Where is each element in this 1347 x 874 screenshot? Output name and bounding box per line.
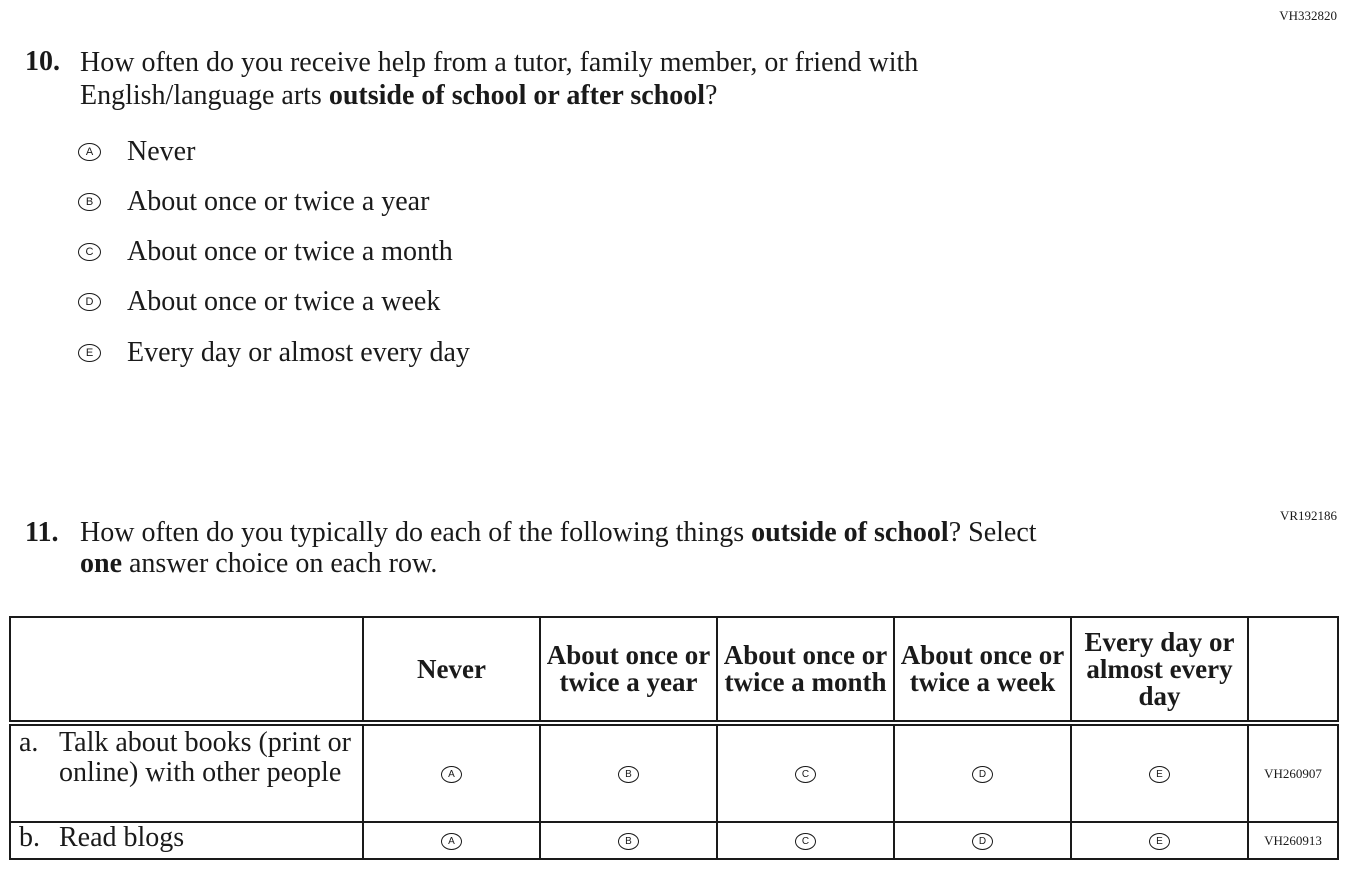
q10-option-b[interactable] [78, 185, 429, 219]
row-b-cell-year [540, 822, 717, 859]
row-a-code: VH260907 [1248, 723, 1338, 822]
row-b-bubble-e-icon[interactable]: E [1149, 833, 1170, 850]
question-11-text-line1: How often do you typically do each of the following things outside of school? Select [80, 517, 1037, 548]
q10-option-e[interactable] [78, 336, 470, 370]
row-b-bubble-d-icon[interactable]: D [972, 833, 993, 850]
q10-option-a-label: Never [127, 136, 196, 167]
question-11-number: 11. [25, 517, 59, 548]
row-b-cell-every-day [1071, 822, 1248, 859]
grid-header-code-blank [1248, 617, 1338, 723]
grid-header-blank [10, 617, 363, 723]
question-10-text-line2: English/language arts outside of school or after school? [80, 80, 718, 111]
question-10-number: 10. [25, 46, 60, 77]
option-d-bubble-icon[interactable]: D [78, 293, 101, 311]
row-b-letter: b. [19, 822, 40, 853]
option-a-bubble-icon[interactable]: A [78, 143, 101, 161]
row-a-bubble-d-icon[interactable]: D [972, 766, 993, 783]
row-a-bubble-e-icon[interactable]: E [1149, 766, 1170, 783]
column-header-once-twice-week: About once or twice a week [894, 617, 1071, 723]
row-a-cell-week [894, 723, 1071, 822]
row-a-bubble-a-icon[interactable]: A [441, 766, 462, 783]
row-a-cell-every-day [1071, 723, 1248, 822]
q10-option-c[interactable] [78, 235, 453, 269]
table-row [10, 822, 1338, 859]
option-c-bubble-icon[interactable]: C [78, 243, 101, 261]
question-11-text-line2: one answer choice on each row. [80, 548, 438, 579]
table-row [10, 723, 1338, 822]
question-11-code: VR192186 [1279, 508, 1337, 523]
option-e-bubble-icon[interactable]: E [78, 344, 101, 362]
grid-header-row [10, 617, 1338, 723]
column-header-never: Never [363, 617, 540, 723]
option-b-bubble-icon[interactable]: B [78, 193, 101, 211]
column-header-every-day: Every day or almost every day [1071, 617, 1248, 723]
q10-option-b-label: About once or twice a year [127, 186, 430, 217]
q10-option-d-label: About once or twice a week [127, 286, 441, 317]
row-a-label [10, 723, 363, 822]
column-header-once-twice-month: About once or twice a month [717, 617, 894, 723]
question-11-text [80, 517, 1037, 579]
question-10-text [80, 46, 918, 112]
row-b-cell-month [717, 822, 894, 859]
column-header-once-twice-year: About once or twice a year [540, 617, 717, 723]
row-a-cell-year [540, 723, 717, 822]
row-b-cell-never [363, 822, 540, 859]
row-b-label [10, 822, 363, 859]
row-b-bubble-c-icon[interactable]: C [795, 833, 816, 850]
q10-option-d[interactable] [78, 285, 440, 319]
row-b-text: Read blogs [59, 822, 185, 853]
question-10-code: VH332820 [1279, 8, 1337, 23]
row-a-letter: a. [19, 727, 39, 758]
row-a-cell-month [717, 723, 894, 822]
row-a-cell-never [363, 723, 540, 822]
row-b-cell-week [894, 822, 1071, 859]
q10-option-a[interactable] [78, 135, 195, 169]
row-a-text: Talk about books (print or online) with other people [59, 727, 351, 788]
row-a-bubble-b-icon[interactable]: B [618, 766, 639, 783]
question-11-grid [9, 616, 1339, 860]
q10-option-c-label: About once or twice a month [127, 236, 453, 267]
row-b-code: VH260913 [1248, 822, 1338, 859]
row-a-bubble-c-icon[interactable]: C [795, 766, 816, 783]
row-b-bubble-b-icon[interactable]: B [618, 833, 639, 850]
question-10-text-line1: How often do you receive help from a tutor, family member, or friend with [80, 47, 919, 78]
q10-option-e-label: Every day or almost every day [127, 337, 470, 368]
row-b-bubble-a-icon[interactable]: A [441, 833, 462, 850]
